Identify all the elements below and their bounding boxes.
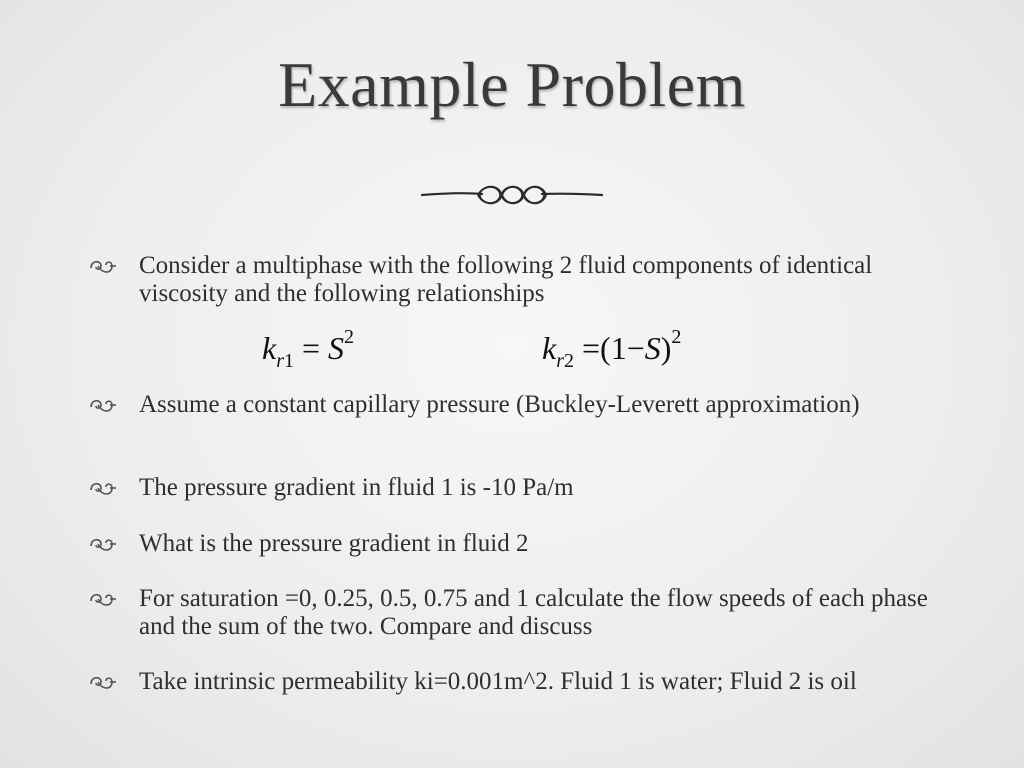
bullet-swirl-icon: [88, 532, 118, 554]
equations-row: [0, 326, 1024, 386]
decorative-flourish-icon: [420, 178, 604, 212]
bullet-swirl-icon: [88, 670, 118, 692]
bullet-text: The pressure gradient in fluid 1 is -10 Pa/m: [139, 474, 574, 501]
bullet-swirl-icon: [88, 476, 118, 498]
slide-title: Example Problem: [278, 49, 746, 120]
bullet-swirl-icon: [88, 587, 118, 609]
equation-kr2: $k_{r2} =(1-S)^2$: [542, 326, 682, 372]
bullet-swirl-icon: [88, 393, 118, 415]
bullet-text: For saturation =0, 0.25, 0.5, 0.75 and 1 calculate the flow speeds of each phase and the sum of the two. Compare and discuss: [139, 585, 928, 640]
bullet-text: What is the pressure gradient in fluid 2: [139, 530, 529, 557]
bullet-text: Consider a multiphase with the following 2 fluid components of identical viscosity and the following relationships: [139, 252, 873, 307]
bullet-text: Assume a constant capillary pressure (Buckley-Leverett approximation): [139, 391, 860, 418]
equation-kr1: $k_{r1} = S^2$: [262, 326, 355, 372]
bullet-text: Take intrinsic permeability ki=0.001m^2. Fluid 1 is water; Fluid 2 is oil: [139, 668, 857, 695]
bullet-swirl-icon: [88, 254, 118, 276]
